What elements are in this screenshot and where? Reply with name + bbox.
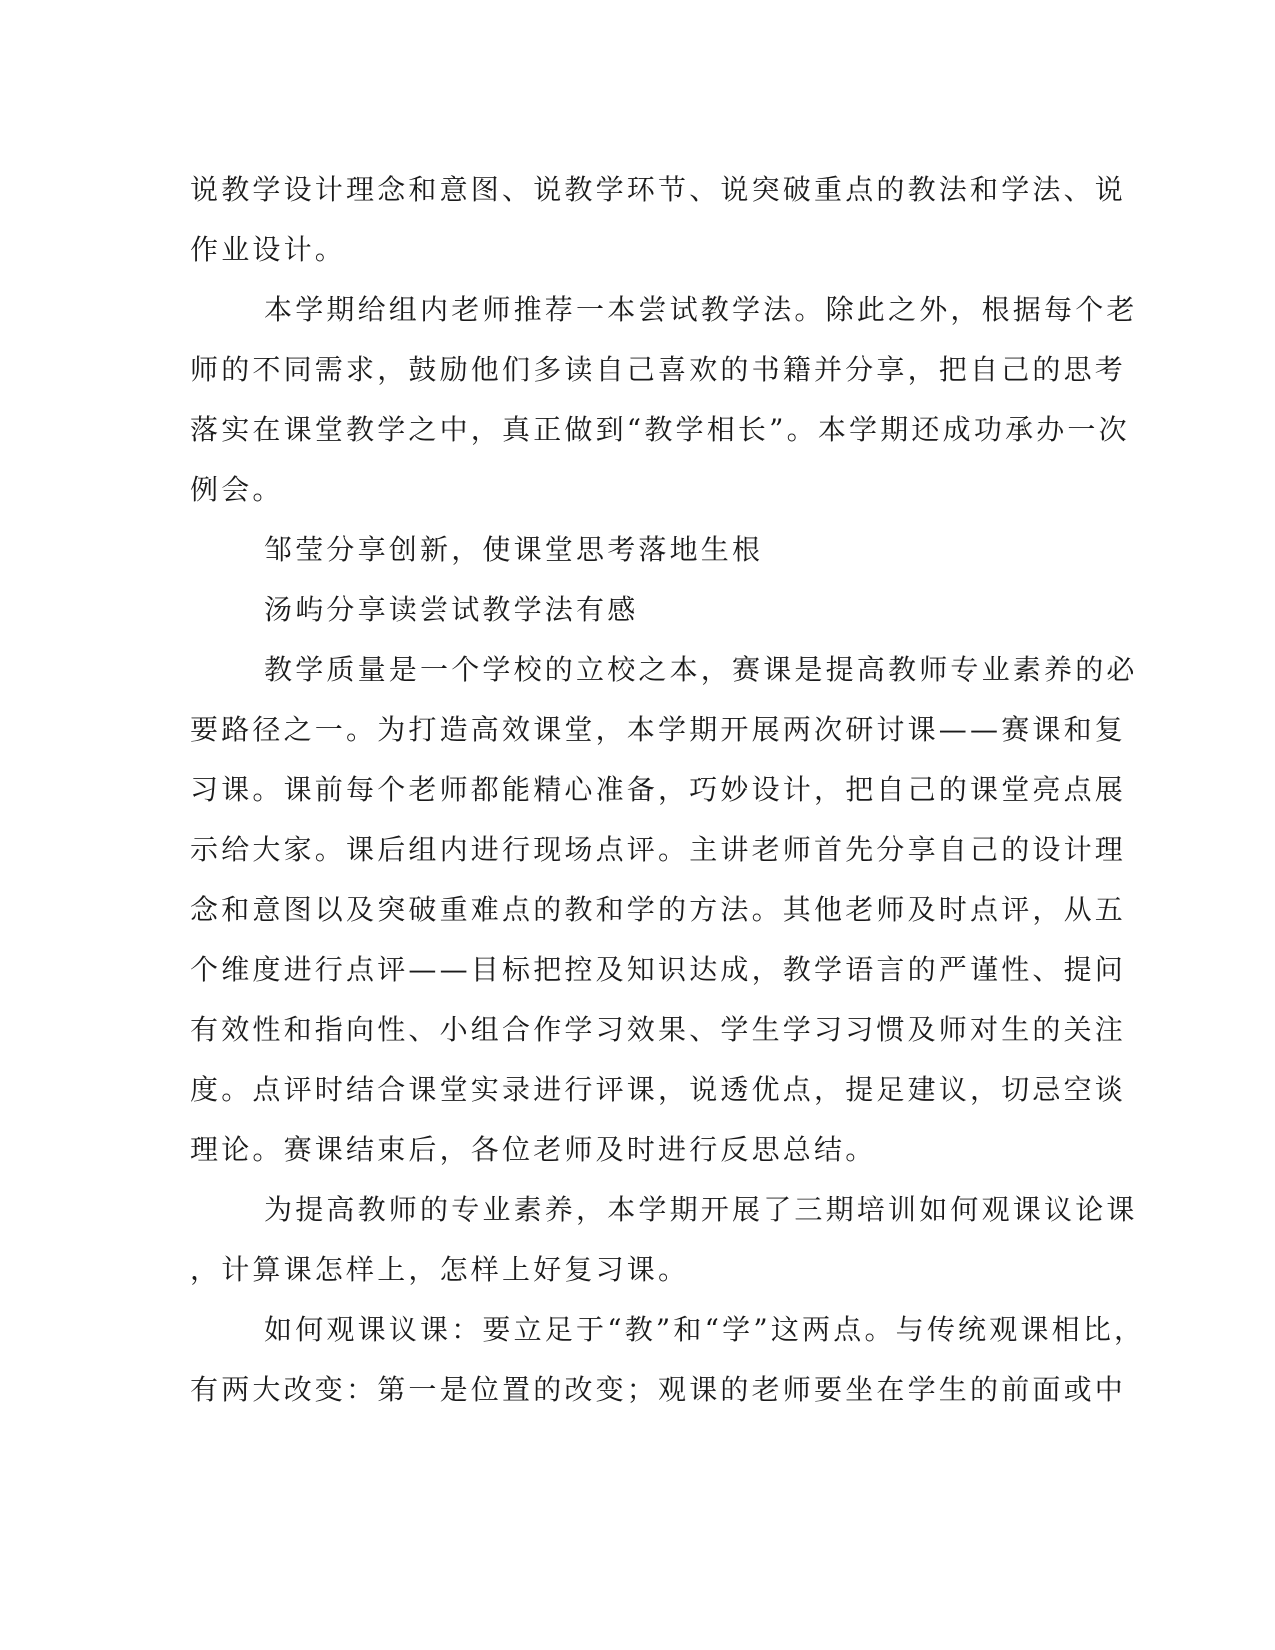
paragraph-first-line: 教学质量是一个学校的立校之本，赛课是提高教师专业素养的必 [264,653,1138,686]
text-line: 个维度进行点评——目标把控及知识达成，教学语言的严谨性、提问 [190,953,1127,986]
text-line: 理论。赛课结束后，各位老师及时进行反思总结。 [190,1133,877,1166]
text-line: 有效性和指向性、小组合作学习效果、学生学习习惯及师对生的关注 [190,1013,1127,1046]
paragraph-first-line: 邹莹分享创新，使课堂思考落地生根 [264,533,764,566]
paragraph-first-line: 汤屿分享读尝试教学法有感 [264,593,639,626]
text-line: 师的不同需求，鼓励他们多读自己喜欢的书籍并分享，把自己的思考 [190,353,1127,386]
text-line: 度。点评时结合课堂实录进行评课，说透优点，提足建议，切忌空谈 [190,1073,1127,1106]
text-line: 要路径之一。为打造高效课堂，本学期开展两次研讨课——赛课和复 [190,713,1127,746]
text-line: 有两大改变：第一是位置的改变；观课的老师要坐在学生的前面或中 [190,1373,1127,1406]
text-line: 念和意图以及突破重难点的教和学的方法。其他老师及时点评，从五 [190,893,1127,926]
text-line: 示给大家。课后组内进行现场点评。主讲老师首先分享自己的设计理 [190,833,1127,866]
paragraph-first-line: 本学期给组内老师推荐一本尝试教学法。除此之外，根据每个老 [264,293,1138,326]
text-line: 说教学设计理念和意图、说教学环节、说突破重点的教法和学法、说 [190,173,1127,206]
text-line: 习课。课前每个老师都能精心准备，巧妙设计，把自己的课堂亮点展 [190,773,1127,806]
text-line: 例会。 [190,473,284,506]
text-line: 作业设计。 [190,233,347,266]
paragraph-first-line: 如何观课议课：要立足于“教”和“学”这两点。与传统观课相比， [264,1313,1146,1346]
text-line: 落实在课堂教学之中，真正做到“教学相长”。本学期还成功承办一次 [190,413,1130,446]
text-line: ，计算课怎样上，怎样上好复习课。 [190,1253,690,1286]
paragraph-first-line: 为提高教师的专业素养，本学期开展了三期培训如何观课议论课 [264,1193,1138,1226]
document-body [190,160,1146,1420]
